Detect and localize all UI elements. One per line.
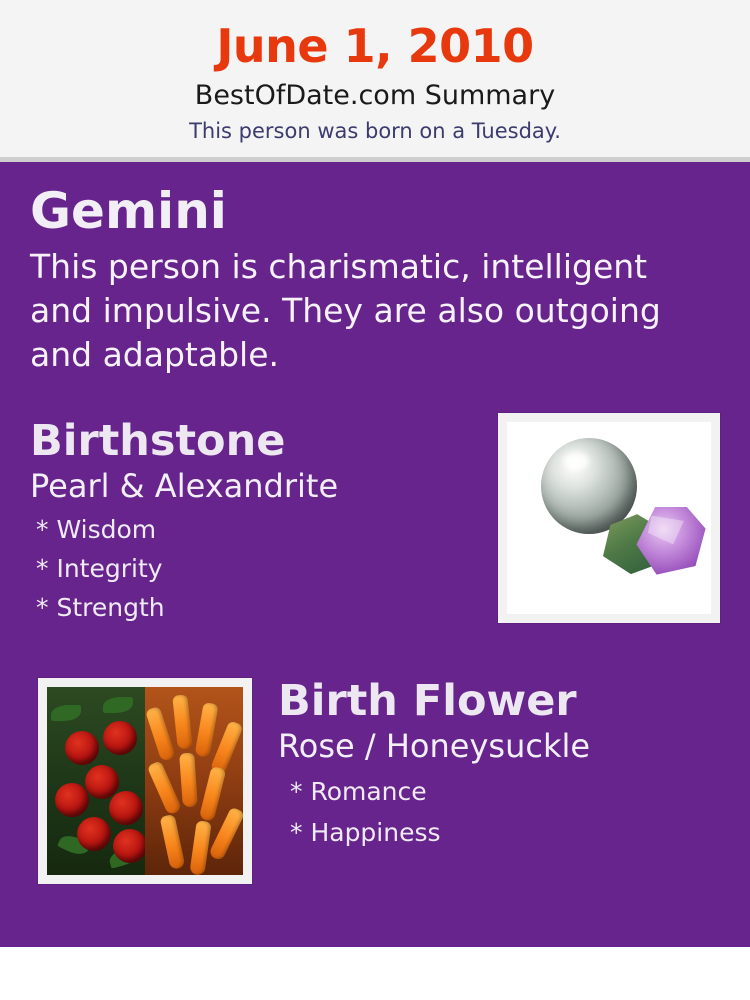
roses-image [47,687,145,875]
birth-flower-photo [38,678,252,884]
site-summary-label: BestOfDate.com Summary [194,80,556,112]
birthstone-text [30,418,460,623]
birthstone-title: Birthstone [30,416,286,467]
birth-flower-photo-inner [47,687,243,875]
pearl-icon [541,438,637,534]
birth-flower-trait: * Happiness [290,818,441,848]
birthstone-trait: * Integrity [36,554,163,584]
birth-flower-title: Birth Flower [278,676,577,727]
zodiac-sign-title: Gemini [30,182,227,241]
card-header [0,0,750,157]
card-body [0,162,750,947]
birth-flower-trait: * Romance [290,776,427,806]
birth-flower-section [30,678,720,893]
birthstone-photo [498,413,720,623]
honeysuckle-image [145,687,243,875]
birthstone-section [30,418,720,648]
birthstone-trait: * Wisdom [36,514,157,544]
birthstone-photo-inner [507,422,711,614]
birthstone-names: Pearl & Alexandrite [30,467,339,506]
page-title: June 1, 2010 [216,19,534,73]
zodiac-description: This person is charismatic, intelligent and impulsive. They are also outgoing and adaptable. [30,247,661,374]
birth-flower-text [278,678,720,848]
zodiac-section [30,184,720,376]
birth-day-note: This person was born on a Tuesday. [189,119,561,144]
birth-flower-names: Rose / Honeysuckle [278,727,591,766]
birthstone-trait: * Strength [36,593,165,623]
footer-strip [0,970,750,1000]
